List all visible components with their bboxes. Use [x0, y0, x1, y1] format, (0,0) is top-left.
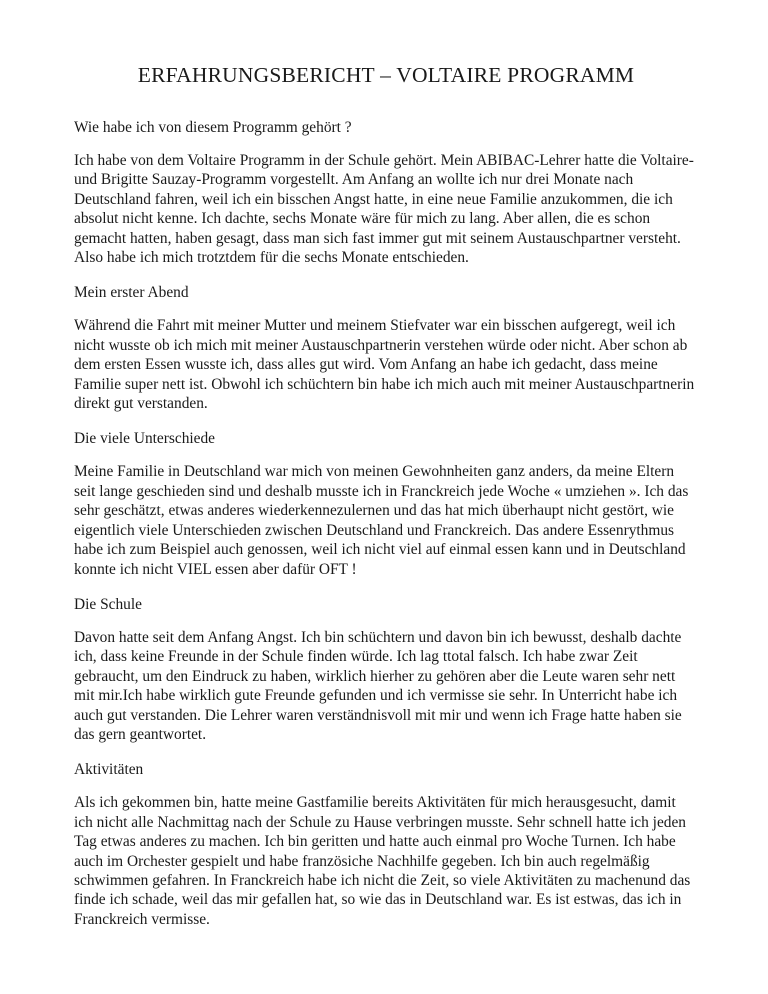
section-paragraph: Während die Fahrt mit meiner Mutter und meinem Stiefvater war ein bisschen aufgeregt, weil ich nicht wusste ob ich mich mit meiner Austauschpartnerin verstehen würde oder nicht. Aber schon ab dem ersten Essen wusste ich, dass alles gut wird. Vom Anfang an habe ich gedacht, dass meine Familie super nett ist. Obwohl ich schüchtern bin habe ich mich auch mit meiner Austauschpartnerin direkt gut verstanden. — [74, 317, 695, 413]
section-first-evening — [74, 283, 698, 413]
section-heading: Die Schule — [74, 595, 142, 613]
section-program — [74, 118, 698, 267]
section-activities — [74, 760, 698, 929]
section-paragraph: Als ich gekommen bin, hatte meine Gastfamilie bereits Aktivitäten für mich herausgesucht, damit ich nicht alle Nachmittag nach der Schule zu Hause verbringen musste. Sehr schnell hatte ich jeden Tag etwas anderes zu machen. Ich bin geritten und hatte auch einmal pro Woche Turnen. Ich habe auch im Orchester gespielt und habe französiche Nachhilfe gegeben. Ich bin auch regelmäßig schwimmen gefahren. In Franckreich habe ich nicht die Zeit, so viele Aktivitäten zu machenund das finde ich schade, weil das mir gefallen hat, so wie das in Deutschland war. Es ist estwas, das ich in Franckreich vermisse. — [74, 794, 691, 928]
section-heading: Mein erster Abend — [74, 284, 189, 302]
section-heading: Aktivitäten — [74, 761, 144, 779]
page-title: ERFAHRUNGSBERICHT – VOLTAIRE PROGRAMM — [137, 63, 635, 87]
section-paragraph: Davon hatte seit dem Anfang Angst. Ich bin schüchtern und davon bin ich bewusst, deshalb dachte ich, dass keine Freunde in der Schule finden würde. Ich lag ttotal falsch. Ich habe zwar Zeit gebraucht, um den Eindruck zu haben, wirklich hierher zu gehören aber die Leute waren sehr nett mit mir.Ich habe wirklich gute Freunde gefunden und ich vermisse sie sehr. In Unterricht habe ich auch gut verstanden. Die Lehrer waren verständnisvoll mit mir und wenn ich Frage hatte haben sie das gern geantwortet. — [74, 628, 682, 743]
section-school — [74, 595, 698, 744]
section-differences — [74, 429, 698, 578]
section-heading: Die viele Unterschiede — [74, 430, 216, 448]
section-paragraph: Meine Familie in Deutschland war mich von meinen Gewohnheiten ganz anders, da meine Eltern seit lange geschieden sind und deshalb musste ich in Franckreich jede Woche « umziehen ». Ich das sehr geschätzt, etwas anderes wiederkennezulernen und das hat mich überhaupt nicht gestört, wie eigentlich viele Unterschieden zwischen Deutschland und Franckreich. Das andere Essenrythmus habe ich zum Beispiel auch genossen, weil ich nicht viel auf einmal essen kann und in Deutschland konnte ich nicht VIEL essen aber dafür OFT ! — [74, 463, 689, 578]
section-paragraph: Ich habe von dem Voltaire Programm in der Schule gehört. Mein ABIBAC-Lehrer hatte die Voltaire- und Brigitte Sauzay-Programm vorgestellt. Am Anfang an wollte ich nur drei Monate nach Deutschland fahren, weil ich ein bisschen Angst hatte, in eine neue Familie anzukommen, die ich absolut nicht kenne. Ich dachte, sechs Monate wäre für mich zu lang. Aber allen, die es schon gemacht hatten, haben gesagt, dass man sich fast immer gut mit seinem Austauschpartner versteht. Also habe ich mich trotztdem für die sechs Monate entschieden. — [74, 152, 694, 267]
section-heading: Wie habe ich von diesem Programm gehört ? — [74, 119, 352, 136]
